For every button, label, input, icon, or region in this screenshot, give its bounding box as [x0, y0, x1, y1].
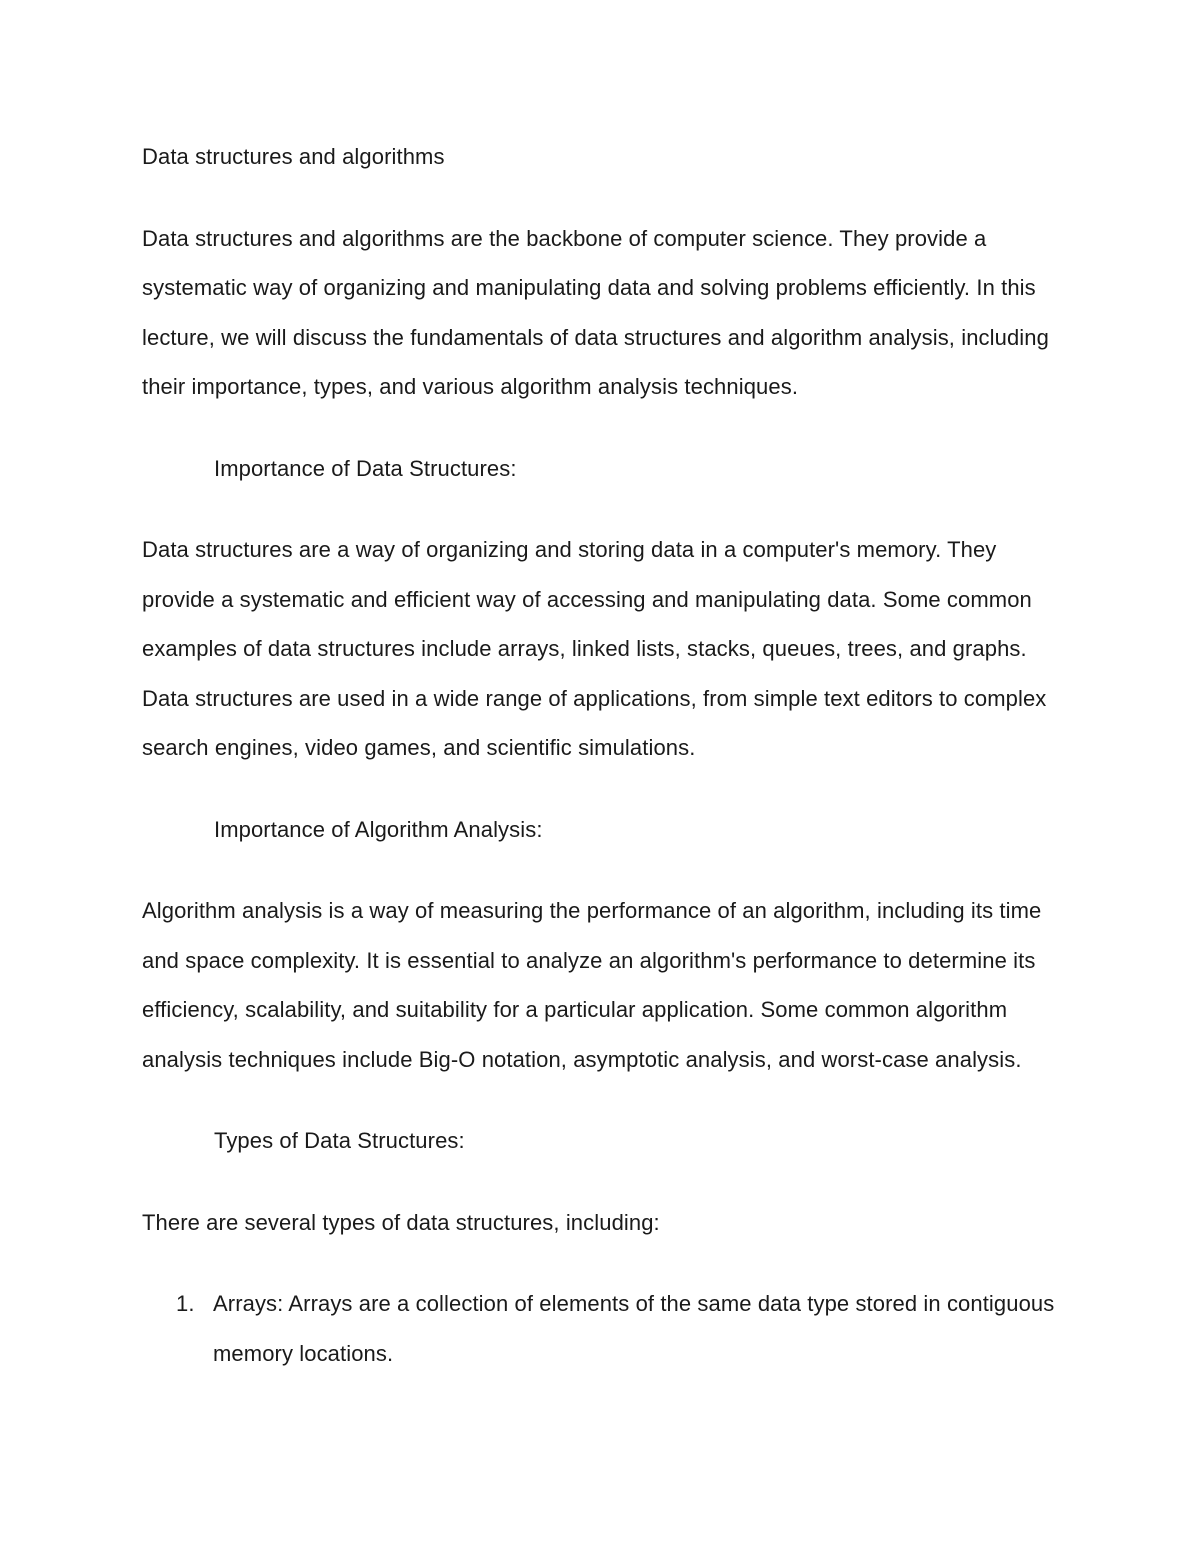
section-body-data-structures: Data structures are a way of organizing and storing data in a computer's memory. They provide a systematic and efficient way of accessing and manipulating data. Some common examples of data structures include arrays, linked lists, stacks, queues, trees, and graphs. Data structures are used in a wide range of applications, from simple text editors to complex search engines, video games, and scientific simulations.: [142, 537, 1047, 760]
list-item-text: Arrays: Arrays are a collection of elements of the same data type stored in contiguous memory locations.: [213, 1291, 1055, 1366]
document-title: Data structures and algorithms: [142, 144, 445, 169]
section-heading-algorithm-analysis: Importance of Algorithm Analysis:: [214, 816, 543, 842]
section-heading-types: Types of Data Structures:: [214, 1128, 465, 1153]
intro-paragraph: Data structures and algorithms are the backbone of computer science. They provide a systematic way of organizing and manipulating data and solving problems efficiently. In this lecture, we will discuss the fundamentals of data structures and algorithm analysis, including their importance, types, and various algorithm analysis techniques.: [142, 225, 1049, 399]
numbered-list: [142, 1279, 1072, 1378]
list-item: [142, 1279, 1072, 1378]
section-body-algorithm-analysis: Algorithm analysis is a way of measuring the performance of an algorithm, including its time and space complexity. It is essential to analyze an algorithm's performance to determine its efficiency, scalability, and suitability for a particular application. Some common algorithm analysis techniques include Big-O notation, asymptotic analysis, and worst-case analysis.: [142, 898, 1042, 1072]
section-body-types: There are several types of data structures, including:: [142, 1209, 660, 1235]
list-marker: 1.: [176, 1291, 195, 1316]
section-heading-data-structures: Importance of Data Structures:: [214, 455, 517, 481]
document-body: [142, 132, 1072, 1378]
